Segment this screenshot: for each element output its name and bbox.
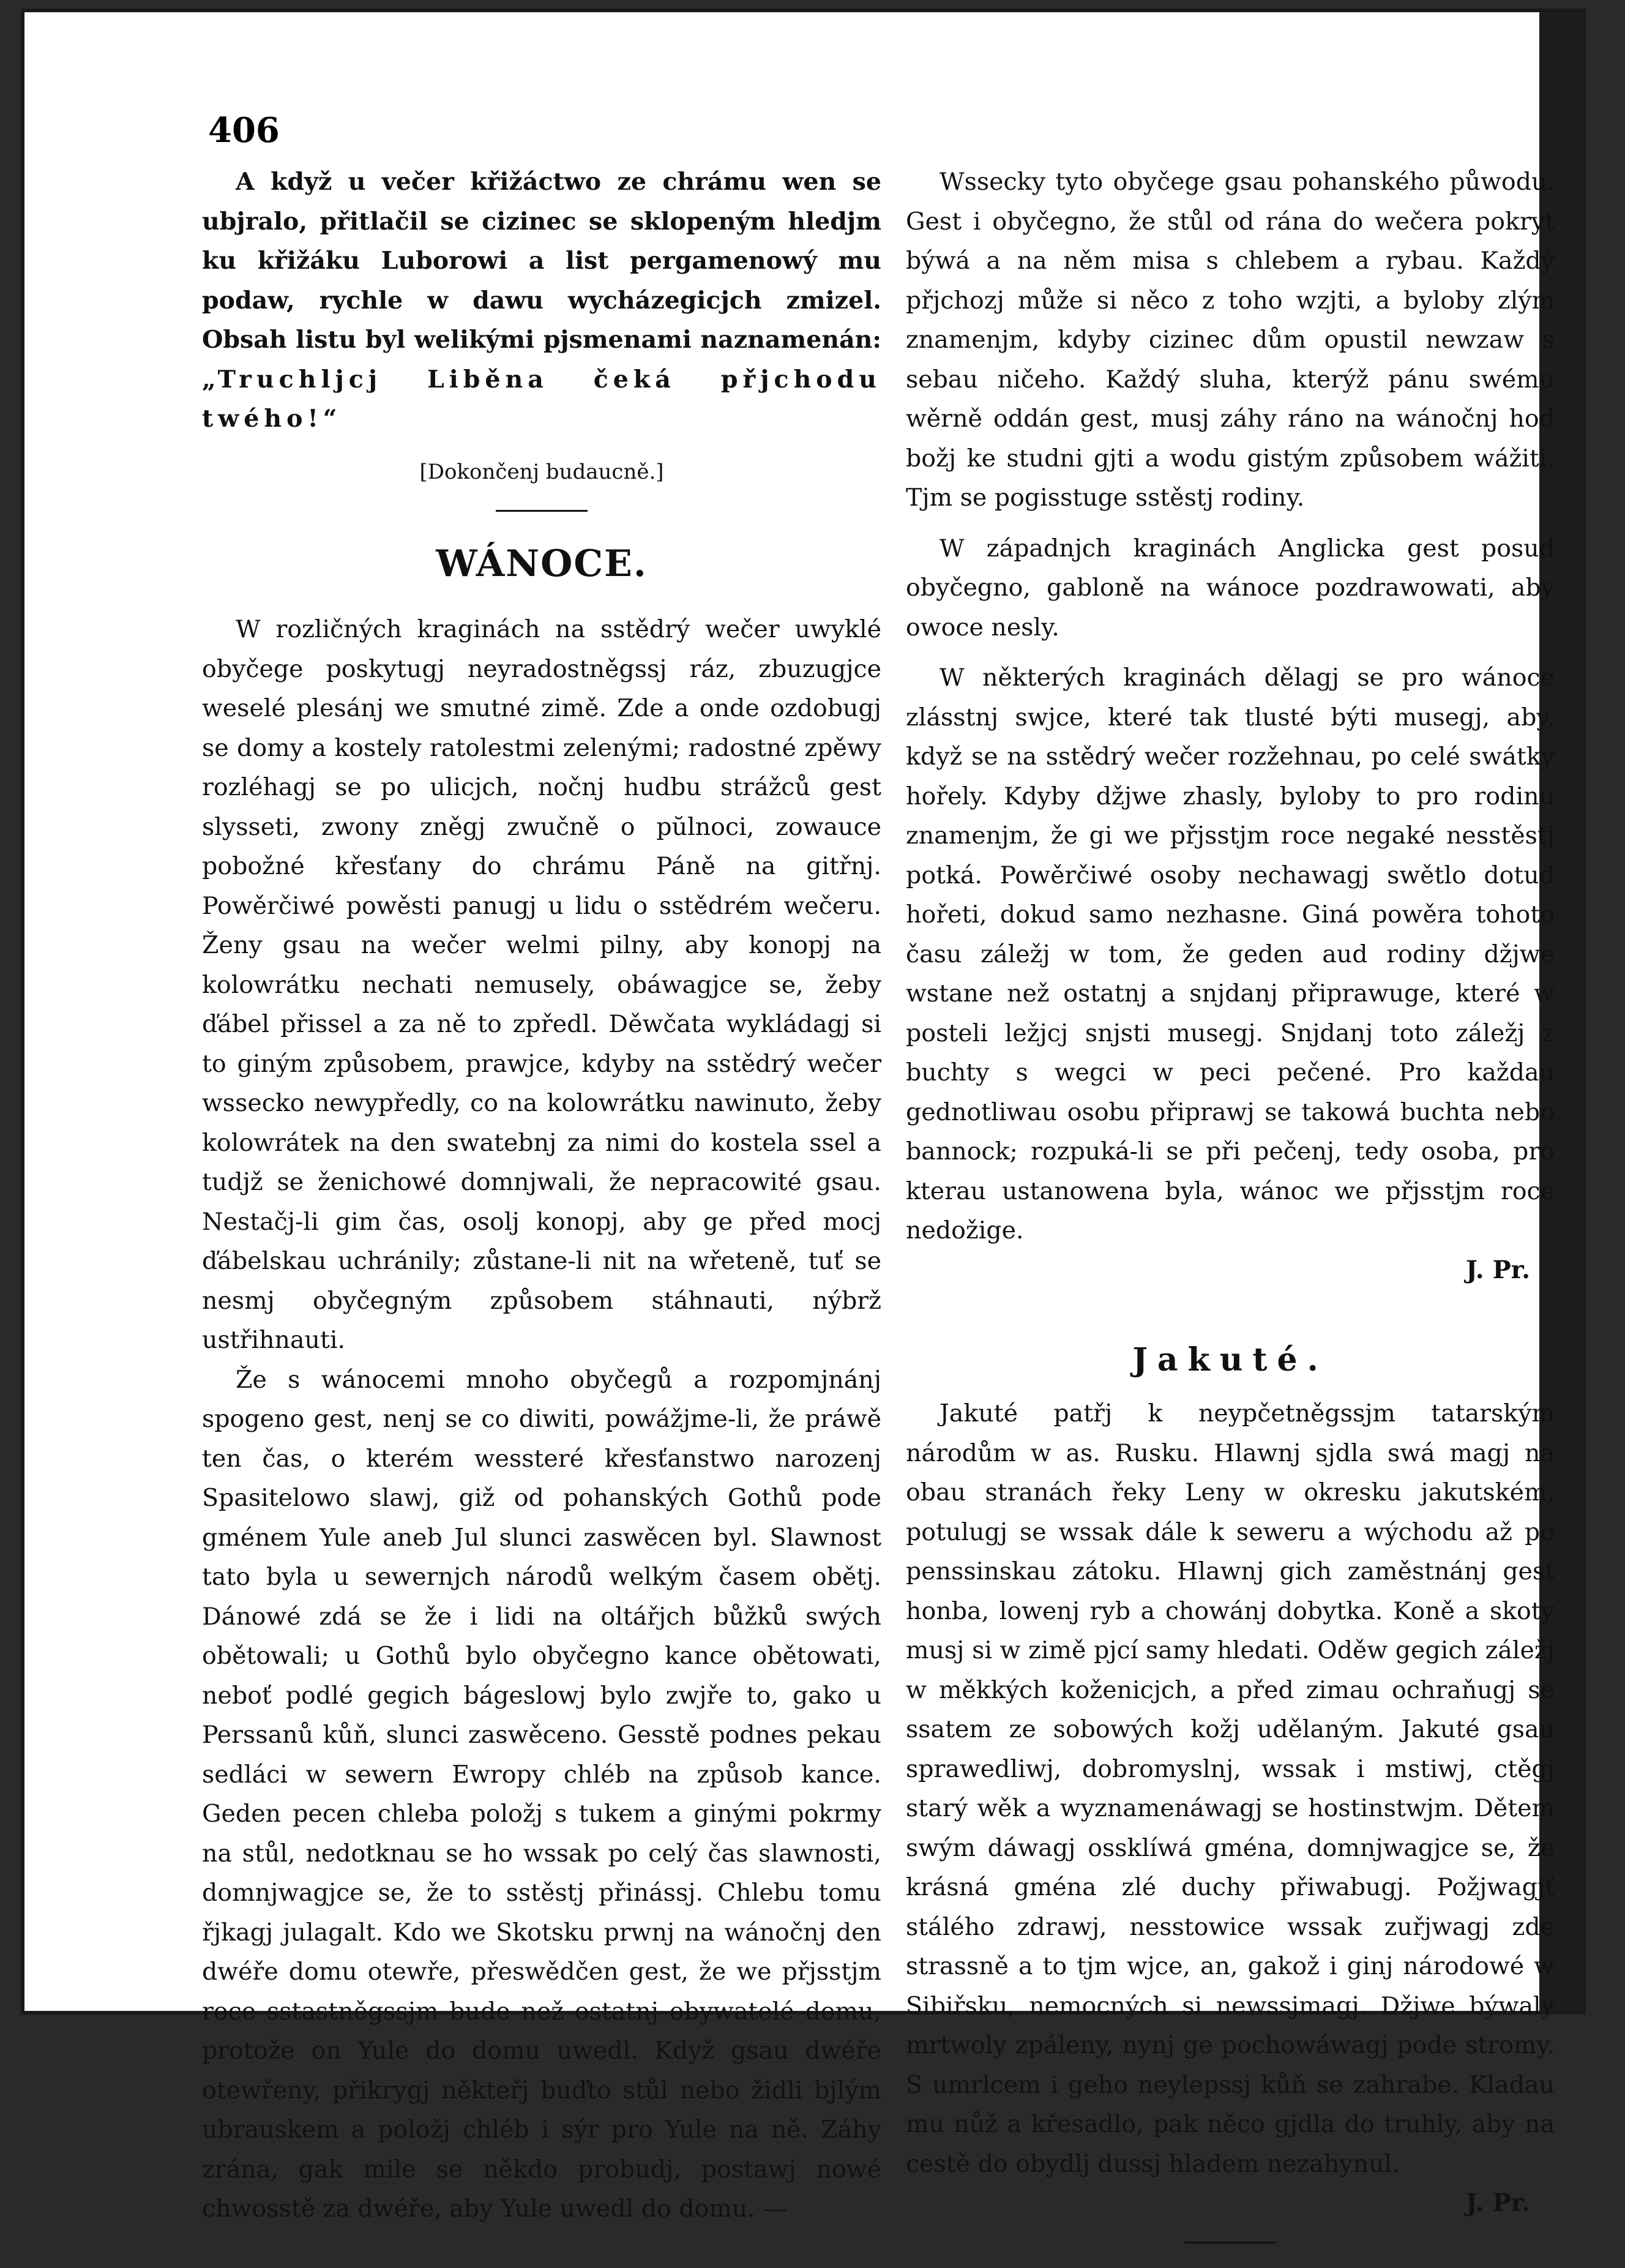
intro-quote: „Truchljcj Liběna čeká přjchodu twého!“ <box>202 365 881 433</box>
article-heading: Jakuté. <box>1132 1341 1328 1379</box>
article-paragraph: W některých kraginách dělagj se pro wánoce zlásstnj swjce, které tak tlusté býti musegj, aby, když se na sstědrý wečer rozžehnau, po celé swátky hořely. Kdyby džjwe zhasly, byloby to pro rodinu znamenjm, že gi we přjsstjm roce negaké nesstěstj potká. Powěrčiwé osoby nechawagj swětlo dotud hořeti, dokud samo nezhasne. Giná powěra tohoto času záležj w tom, že geden aud rodiny džjwe wstane než ostatnj a snjdanj připrawuge, které w posteli ležjcj snjsti musegj. Snjdanj toto záležj z buchty s wegci w peci pečené. Pro každau gednotliwau osobu připrawj se takowá buchta nebo bannock; rozpuká-li se při pečenj, tedy osoba, pro kterau ustanowena byla, wánoc we přjsstjm roce nedožige. <box>906 664 1555 1244</box>
article-heading: WÁNOCE. <box>436 542 648 585</box>
right-column <box>906 162 1555 2268</box>
article-paragraph: Wssecky tyto obyčege gsau pohanského půwodu. Gest i obyčegno, že stůl od rána do wečera pokryt býwá a na něm misa s chlebem a rybau. Každý přjchozj může si něco z toho wzjti, a byloby zlým znamenjm, kdyby cizinec dům opustil newzaw s sebau ničeho. Každý sluha, kterýž pánu swému wěrně oddán gest, musj záhy ráno na wánočnj hod božj ke studni gjti a wodu gistým způsobem wážiti. Tjm se pogisstuge sstěstj rodiny. <box>906 168 1555 512</box>
intro-paragraph <box>202 162 881 439</box>
divider <box>1184 2242 1276 2244</box>
signature: J. Pr. <box>1465 1255 1530 1284</box>
article-paragraph: W rozličných kraginách na sstědrý wečer uwyklé obyčege poskytugj neyradostněgssj ráz, zbuzugjce weselé plesánj we smutné zimě. Zde a onde ozdobugj se domy a kostely ratolestmi zelenými; radostné zpěwy rozléhagj se po ulicjch, nočnj hudbu strážců gest slysseti, zwony zněgj zwučně o pŭlnoci, zowauce pobožné křesťany do chrámu Páně na gitřnj. Powěrčiwé powěsti panugj u lidu o sstědrém wečeru. Ženy gsau na wečer welmi pilny, aby konopj na kolowrátku nechati nemusely, obáwagjce se, žeby ďábel přissel a za ně to zpředl. Děwčata wykládagj si to giným způsobem, prawjce, kdyby na sstědrý wečer wssecko newypředly, co na kolowrátku nawinuto, žeby kolowrátek na den swatebnj za nimi do kostela ssel a tudjž se ženichowé domnjwali, že nepracowité gsau. Nestačj-li gim čas, osolj konopj, aby ge před mocj ďábelskau uchránily; zůstane-li nit na wřeteně, tuť se nesmj obyčegným způsobem stáhnauti, nýbrž ustřihnauti. <box>202 615 881 1354</box>
article-paragraph: Jakuté patřj k neypčetněgssjm tatarským národům w as. Rusku. Hlawnj sjdla swá magj na obau stranách řeky Leny w okresku jakutském, potulugj se wssak dále k seweru a wýchodu až po penssinskau zátoku. Hlawnj gich zaměstnánj gest honba, lowenj ryb a chowánj dobytka. Koně a skoty musj si w zimě pjcí samy hledati. Oděw gegich záležj w měkkých koženicjch, a před zimau ochraňugj se ssatem ze sobowých kožj udělaným. Jakuté gsau sprawedliwj, dobromyslnj, wssak i mstiwj, ctěgj starý wěk a wyznamenáwagj se hostinstwjm. Dětem swým dáwagj ossklíwá gména, domnjwagjce se, že krásná gména zlé duchy přiwabugj. Požjwagjť stálého zdrawj, nesstowice wssak zuřjwagj zde strassně a to tjm wjce, an, gakož i ginj národowé w Sibiřsku, nemocných si newssjmagj. Džjwe býwaly mrtwoly zpáleny, nynj ge pochowáwagj pode stromy. S umrlcem i geho neylepssj kůň se zahrabe. Kladau mu nůž a křesadlo, pak něco gjdla do truhly, aby na cestě do obydlj dussj hladem nezahynul. <box>906 1399 1555 2178</box>
continued-note: [Dokončenj budaucně.] <box>419 459 664 484</box>
divider <box>496 510 588 512</box>
signature: J. Pr. <box>1465 2188 1530 2217</box>
newspaper-page <box>24 12 1582 2223</box>
article-paragraph: Že s wánocemi mnoho obyčegů a rozpomjnánj spogeno gest, nenj se co diwiti, powážjme-li, že práwě ten čas, o kterém wessteré křesťanstwo narozenj Spasitelowo slawj, giž od pohanských Gothů pode gménem Yule aneb Jul slunci zaswěcen byl. Slawnost tato byla u sewernjch národů welkým časem obětj. Dánowé zdá se že i lidi na oltářjch bůžků swých obětowali; u Gothů bylo obyčegno kance obětowati, neboť podlé gegich bágeslowj bylo zwjře to, gako u Perssanů kůň, slunci zaswěceno. Gesstě podnes pekau sedláci w sewern Ewropy chléb na způsob kance. Geden pecen chleba položj s tukem a ginými pokrmy na stůl, nedotknau se ho wssak po celý čas slawnosti, domnjwagjce se, že to sstěstj přinássj. Chlebu tomu řjkagj julagalt. Kdo we Skotsku prwnj na wánočnj den dwéře domu otewře, přeswědčen gest, že we přjsstjm roce sstastněgssjm bude než ostatnj obywatelé domu, protože on Yule do domu uwedl. Když gsau dwéře otewřeny, přikrygj někteřj buďto stůl nebo židli bjlým ubrauskem a položj chléb i sýr pro Yule na ně. Záhy zrána, gak mile se někdo probudj, postawj nowé chwosstě za dwéře, aby Yule uwedl do domu. — <box>202 1365 881 2223</box>
article-paragraph: W západnjch kraginách Anglicka gest posud obyčegno, gabloně na wánoce pozdrawowati, aby owoce nesly. <box>906 534 1555 642</box>
left-column <box>202 162 881 2229</box>
page-number: 406 <box>208 110 280 151</box>
intro-text: A když u večer křižáctwo ze chrámu wen se ubjralo, přitlačil se cizinec se sklopeným hledjm ku křižáku Luborowi a list pergamenowý mu podaw, rychle w dawu wycházegicjch zmizel. Obsah listu byl welikými pjsmenami naznamenán: <box>202 168 881 354</box>
